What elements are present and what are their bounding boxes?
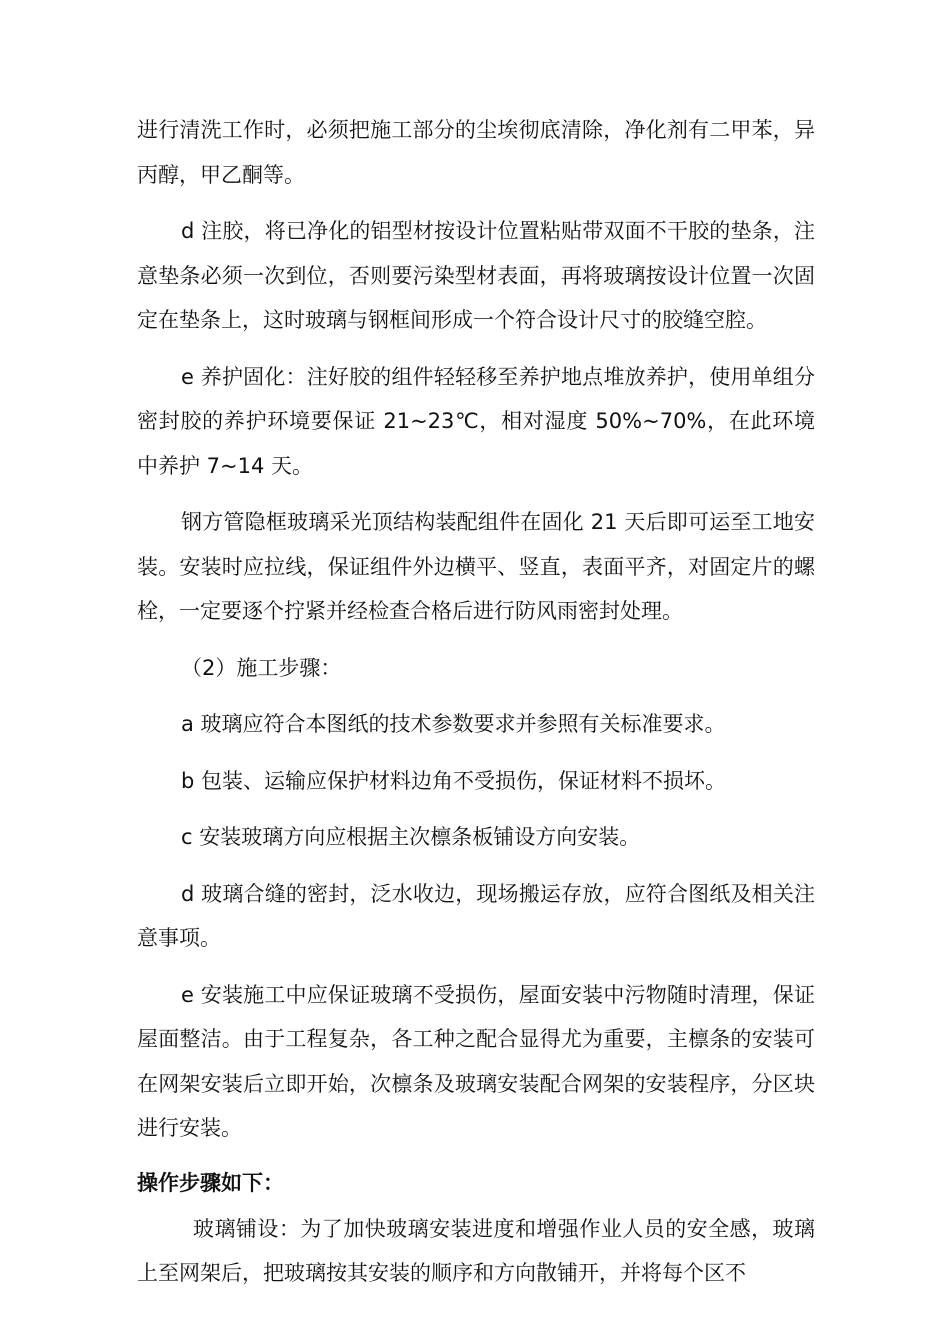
paragraph-step-d: d 玻璃合缝的密封，泛水收边，现场搬运存放，应符合图纸及相关注意事项。: [137, 881, 815, 950]
paragraph-glass-laying: 玻璃铺设：为了加快玻璃安装进度和增强作业人员的安全感，玻璃上至网架后，把玻璃按其安装的顺序和方向散铺开，并将每个区不: [137, 1216, 815, 1285]
paragraph-step-e: e 安装施工中应保证玻璃不受损伤，屋面安装中污物随时清理，保证屋面整洁。由于工程复杂，各工种之配合显得尤为重要，主檩条的安装可在网架安装后立即开始，次檩条及玻璃安装配合网架的安装程序，分区块进行安装。: [137, 982, 815, 1140]
paragraph-installation: 钢方管隐框玻璃采光顶结构装配组件在固化 21 天后即可运至工地安装。安装时应拉线，保证组件外边横平、竖直，表面平齐，对固定片的螺栓，一定要逐个拧紧并经检查合格后进行防风雨密封处理。: [137, 510, 815, 623]
paragraph-d-glue: d 注胶，将已净化的铝型材按设计位置粘贴带双面不干胶的垫条，注意垫条必须一次到位，否则要污染型材表面，再将玻璃按设计位置一次固定在垫条上，这时玻璃与钢框间形成一个符合设计尺寸的胶缝空腔。: [137, 219, 815, 332]
paragraph-step-c: c 安装玻璃方向应根据主次檩条板铺设方向安装。: [181, 825, 641, 849]
paragraph-e-curing: e 养护固化：注好胶的组件轻轻移至养护地点堆放养护，使用单组分密封胶的养护环境要保证 21~23℃，相对湿度 50%~70%，在此环境中养护 7~14 天。: [137, 364, 815, 478]
paragraph-step-a: a 玻璃应符合本图纸的技术参数要求并参照有关标准要求。: [181, 712, 726, 736]
document-page: [137, 108, 815, 1308]
paragraph-steps-title: （2）施工步骤：: [181, 655, 342, 680]
paragraph-cleaning: 进行清洗工作时，必须把施工部分的尘埃彻底清除，净化剂有二甲苯，异丙醇，甲乙酮等。: [137, 118, 815, 187]
section-heading: 操作步骤如下：: [137, 1170, 284, 1195]
paragraph-step-b: b 包装、运输应保护材料边角不受损伤，保证材料不损坏。: [181, 768, 727, 793]
